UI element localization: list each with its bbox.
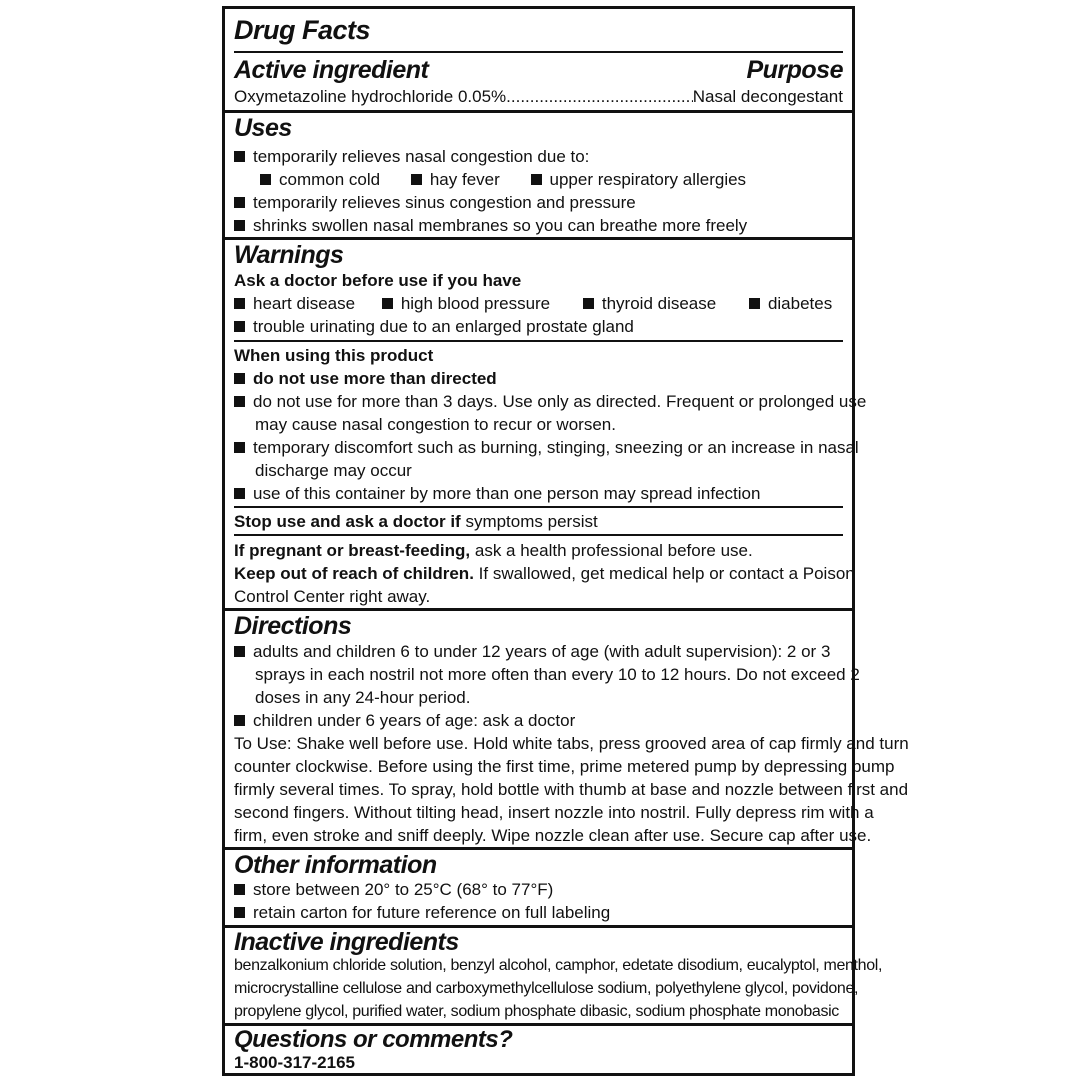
to-use-line: firm, even stroke and sniff deeply. Wipe nozzle clean after use. Secure cap after use. xyxy=(234,826,872,845)
condition-item: thyroid disease xyxy=(601,294,717,313)
page-title: Drug Facts xyxy=(234,15,371,45)
bullet-square-icon xyxy=(234,442,245,453)
inactive-line: microcrystalline cellulose and carboxymethylcellulose sodium, polyethylene glycol, povidone, xyxy=(234,980,859,997)
bullet-square-icon xyxy=(234,715,245,726)
when-using-item: use of this container by more than one person may spread infection xyxy=(234,482,843,505)
bullet-square-icon xyxy=(234,298,245,309)
condition-item: heart disease xyxy=(253,294,356,313)
inactive-heading: Inactive ingredients xyxy=(234,928,459,956)
uses-sub-item: hay fever xyxy=(429,170,500,189)
when-using-item-cont: may cause nasal congestion to recur or worsen. xyxy=(255,415,616,434)
ask-doctor-heading: Ask a doctor before use if you have xyxy=(234,271,522,290)
bullet-square-icon xyxy=(583,298,594,309)
bullet-square-icon xyxy=(531,174,542,185)
keep-out-line: Keep out of reach of children. If swallowed, get medical help or contact a Poison xyxy=(234,564,855,583)
divider xyxy=(234,534,843,536)
condition-item: diabetes xyxy=(767,294,833,313)
bullet-square-icon xyxy=(234,884,245,895)
inactive-line: benzalkonium chloride solution, benzyl alcohol, camphor, edetate disodium, eucalyptol, menthol, xyxy=(234,957,883,974)
bullet-square-icon xyxy=(234,488,245,499)
active-ingredient-row xyxy=(234,85,843,108)
to-use-line: counter clockwise. Before using the first time, prime metered pump by depressing pump xyxy=(234,757,895,776)
directions-item: adults and children 6 to under 12 years of age (with adult supervision): 2 or 3 xyxy=(234,640,843,663)
pregnancy-line: If pregnant or breast-feeding, ask a health professional before use. xyxy=(234,541,753,560)
bullet-square-icon xyxy=(234,373,245,384)
bullet-square-icon xyxy=(234,321,245,332)
directions-item-cont: doses in any 24-hour period. xyxy=(255,688,471,707)
to-use-line: firmly several times. To spray, hold bottle with thumb at base and nozzle between first and xyxy=(234,780,909,799)
directions-item: children under 6 years of age: ask a doctor xyxy=(234,709,843,732)
uses-sub-list xyxy=(234,168,843,191)
active-ingredient-heading: Active ingredient xyxy=(234,56,429,84)
bullet-square-icon xyxy=(234,396,245,407)
bullet-square-icon xyxy=(382,298,393,309)
questions-heading: Questions or comments? xyxy=(234,1026,513,1053)
uses-sub-item: upper respiratory allergies xyxy=(549,170,747,189)
divider xyxy=(234,51,843,53)
divider xyxy=(234,340,843,342)
directions-item-cont: sprays in each nostril not more often than every 10 to 12 hours. Do not exceed 2 xyxy=(255,665,860,684)
stop-use-line: Stop use and ask a doctor if symptoms persist xyxy=(234,512,598,531)
inactive-line: propylene glycol, purified water, sodium phosphate dibasic, sodium phosphate monobasic xyxy=(234,1003,839,1020)
bullet-square-icon xyxy=(234,646,245,657)
bullet-square-icon xyxy=(234,220,245,231)
uses-item: shrinks swollen nasal membranes so you can breathe more freely xyxy=(234,214,843,237)
other-info-item: retain carton for future reference on full labeling xyxy=(234,901,843,924)
to-use-line: second fingers. Without tilting head, insert nozzle into nostril. Fully depress rim with a xyxy=(234,803,874,822)
bullet-square-icon xyxy=(260,174,271,185)
active-ingredient-purpose: Nasal decongestant xyxy=(692,87,843,106)
active-ingredient-name: Oxymetazoline hydrochloride 0.05% xyxy=(234,87,507,106)
bullet-square-icon xyxy=(234,907,245,918)
drug-facts-panel xyxy=(222,6,909,1076)
bullet-square-icon xyxy=(234,151,245,162)
keep-out-line-cont: Control Center right away. xyxy=(234,587,431,606)
uses-item: temporarily relieves sinus congestion and pressure xyxy=(234,191,843,214)
other-info-item: store between 20° to 25°C (68° to 77°F) xyxy=(234,878,843,901)
active-header-row xyxy=(234,55,843,85)
condition-item: trouble urinating due to an enlarged prostate gland xyxy=(234,315,843,338)
conditions-list xyxy=(234,292,843,315)
uses-item: temporarily relieves nasal congestion due to: xyxy=(234,145,843,168)
leader-dots xyxy=(506,85,693,108)
when-using-heading: When using this product xyxy=(234,346,434,365)
when-using-item: temporary discomfort such as burning, stinging, sneezing or an increase in nasal xyxy=(234,436,843,459)
phone-number: 1-800-317-2165 xyxy=(234,1053,355,1072)
divider xyxy=(234,506,843,508)
to-use-line: To Use: Shake well before use. Hold white tabs, press grooved area of cap firmly and turn xyxy=(234,734,909,753)
uses-sub-item: common cold xyxy=(279,170,381,189)
when-using-item: do not use more than directed xyxy=(234,367,843,390)
other-info-heading: Other information xyxy=(234,851,437,879)
uses-heading: Uses xyxy=(234,114,292,142)
bullet-square-icon xyxy=(411,174,422,185)
directions-heading: Directions xyxy=(234,612,352,640)
bullet-square-icon xyxy=(234,197,245,208)
purpose-heading: Purpose xyxy=(746,56,843,84)
bullet-square-icon xyxy=(749,298,760,309)
condition-item: high blood pressure xyxy=(400,294,551,313)
when-using-item-cont: discharge may occur xyxy=(255,461,412,480)
warnings-heading: Warnings xyxy=(234,241,344,269)
when-using-item: do not use for more than 3 days. Use only as directed. Frequent or prolonged use xyxy=(234,390,843,413)
